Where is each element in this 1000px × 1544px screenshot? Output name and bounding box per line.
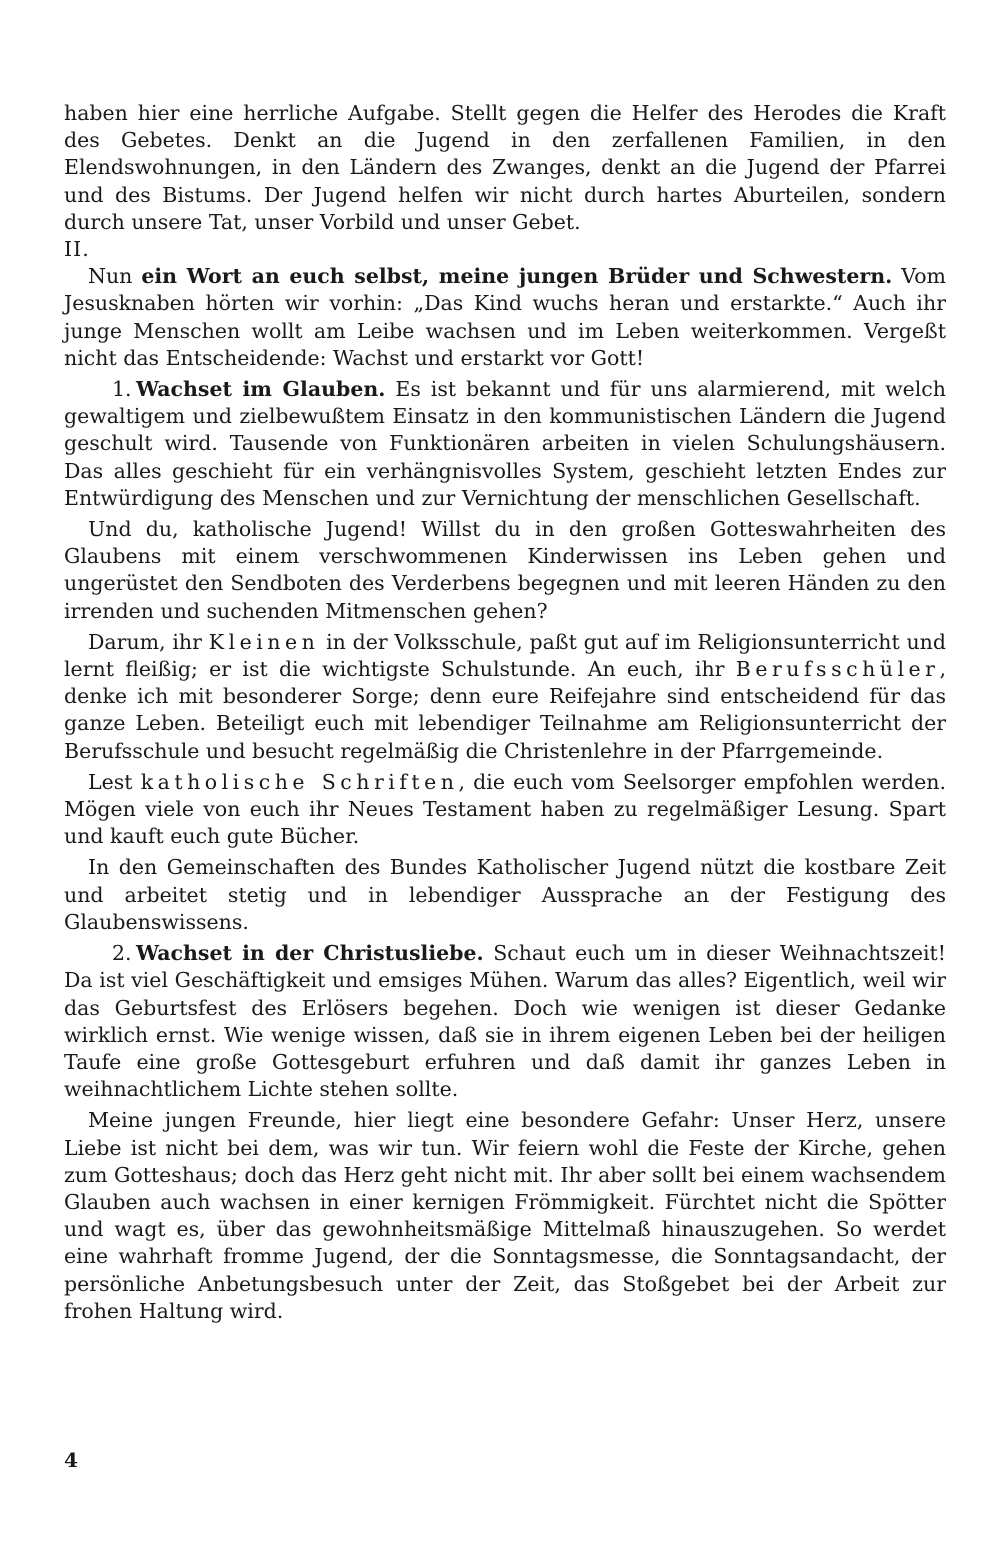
point-1-body: Es ist bekannt und für uns alarmierend, mit welch gewaltigem und zielbewußtem Einsatz in den kommunistischen Ländern die Jugend geschult wird. Tausende von Funktionären arbeiten in vielen Schulungshäusern. Das alles geschieht für ein verhängnisvolles System, geschieht letzten Endes zur Entwürdigung des Menschen und zur Vernichtung der menschlichen Gesellschaft.	[64, 377, 946, 510]
schriften-spaced: katholische Schriften	[140, 769, 459, 794]
kleinen-spaced-2: Berufsschüler	[735, 657, 940, 682]
kleinen-after: , denke ich mit besonderer Sorge; denn eure Reifejahre sind entscheidend für das ganze Leben. Beteiligt euch mit lebendiger Teilnahme am Religionsunterricht der Berufsschule und besucht regelmäßig die Christenlehre in der Pfarrgemeinde.	[64, 657, 946, 763]
paragraph-point-1	[64, 376, 946, 512]
paragraph-kleinen	[64, 629, 946, 765]
point-2-body: Schaut euch um in dieser Weihnachtszeit! Da ist viel Geschäftigkeit und emsiges Mühen. Warum das alles? Eigentlich, weil wir das Geburtsfest des Erlösers begehen. Doch wie wenigen ist dieser Gedanke wirklich ernst. Wie wenige wissen, daß sie in ihrem eigenen Leben bei der heiligen Taufe eine große Gottesgeburt erfuhren und daß damit ihr ganzes Leben in weihnachtlichem Lichte stehen sollte.	[64, 941, 947, 1102]
paragraph-gemeinschaften: In den Gemeinschaften des Bundes Katholischer Jugend nützt die kostbare Zeit und arbeitet stetig und in lebendiger Aussprache an der Festigung des Glaubenswissens.	[64, 855, 946, 934]
point-2-heading: Wachset in der Christusliebe.	[136, 941, 484, 966]
page-body	[64, 100, 946, 1325]
schriften-before: Lest	[88, 769, 141, 794]
point-1-heading: Wachset im Glauben.	[136, 377, 386, 402]
schriften-after: , die euch vom Seelsorger empfohlen werden. Mögen viele von euch ihr Neues Testament haben zu regelmäßiger Lesung. Spart und kauft euch gute Bücher.	[64, 769, 946, 849]
section-intro-lead: Nun	[88, 264, 142, 289]
point-2-number: 2.	[112, 941, 132, 966]
section-intro-body: Vom Jesusknaben hörten wir vorhin: „Das Kind wuchs heran und erstarkte.“ Auch ihr junge Menschen wollt am Leibe wachsen und im Leben weiterkommen. Vergeßt nicht das Entscheidende: Wachst und erstarkt vor Gott!	[64, 264, 946, 370]
section-intro-heading: ein Wort an euch selbst, meine jungen Brüder und Schwestern.	[141, 264, 893, 289]
point-1-number: 1.	[112, 377, 132, 402]
section-number: II.	[64, 237, 90, 262]
paragraph-jugend: Und du, katholische Jugend! Willst du in den großen Gotteswahrheiten des Glaubens mit einem verschwommenen Kinderwissen ins Leben gehen und ungerüstet den Sendboten des Verderbens begegnen und mit leeren Händen zu den irrenden und suchenden Mitmenschen gehen?	[64, 517, 946, 623]
page-number: 4	[64, 1448, 78, 1472]
kleinen-middle: in der Volksschule, paßt gut auf im Religionsunterricht und lernt fleißig; er ist die wichtigste Schulstunde. An euch, ihr	[64, 629, 946, 682]
paragraph-point-2	[64, 940, 946, 1103]
paragraph-intro: haben hier eine herrliche Aufgabe. Stellt gegen die Helfer des Herodes die Kraft des Gebetes. Denkt an die Jugend in den zerfallenen Familien, in den Elendswohnungen, in den Ländern des Zwanges, denkt an die Jugend der Pfarrei und des Bistums. Der Jugend helfen wir nicht durch hartes Aburteilen, sondern durch unsere Tat, unser Vorbild und unser Gebet.	[64, 101, 946, 234]
kleinen-spaced-1: Kleinen	[208, 629, 320, 654]
paragraph-schriften	[64, 769, 946, 851]
kleinen-before: Darum, ihr	[88, 629, 209, 654]
paragraph-freunde: Meine jungen Freunde, hier liegt eine besondere Gefahr: Unser Herz, unsere Liebe ist nicht bei dem, was wir tun. Wir feiern wohl die Feste der Kirche, gehen zum Gotteshaus; doch das Herz geht nicht mit. Ihr aber sollt bei einem wachsendem Glauben auch wachsen in einer kernigen Frömmigkeit. Fürchtet nicht die Spötter und wagt es, über das gewohnheitsmäßige Mittelmaß hinauszugehen. So werdet eine wahrhaft fromme Jugend, der die Sonntagsmesse, die Sonntagsandacht, der persönliche Anbetungsbesuch unter der Zeit, das Stoßgebet bei der Arbeit zur frohen Haltung wird.	[64, 1108, 946, 1323]
paragraph-section-intro	[64, 263, 946, 372]
